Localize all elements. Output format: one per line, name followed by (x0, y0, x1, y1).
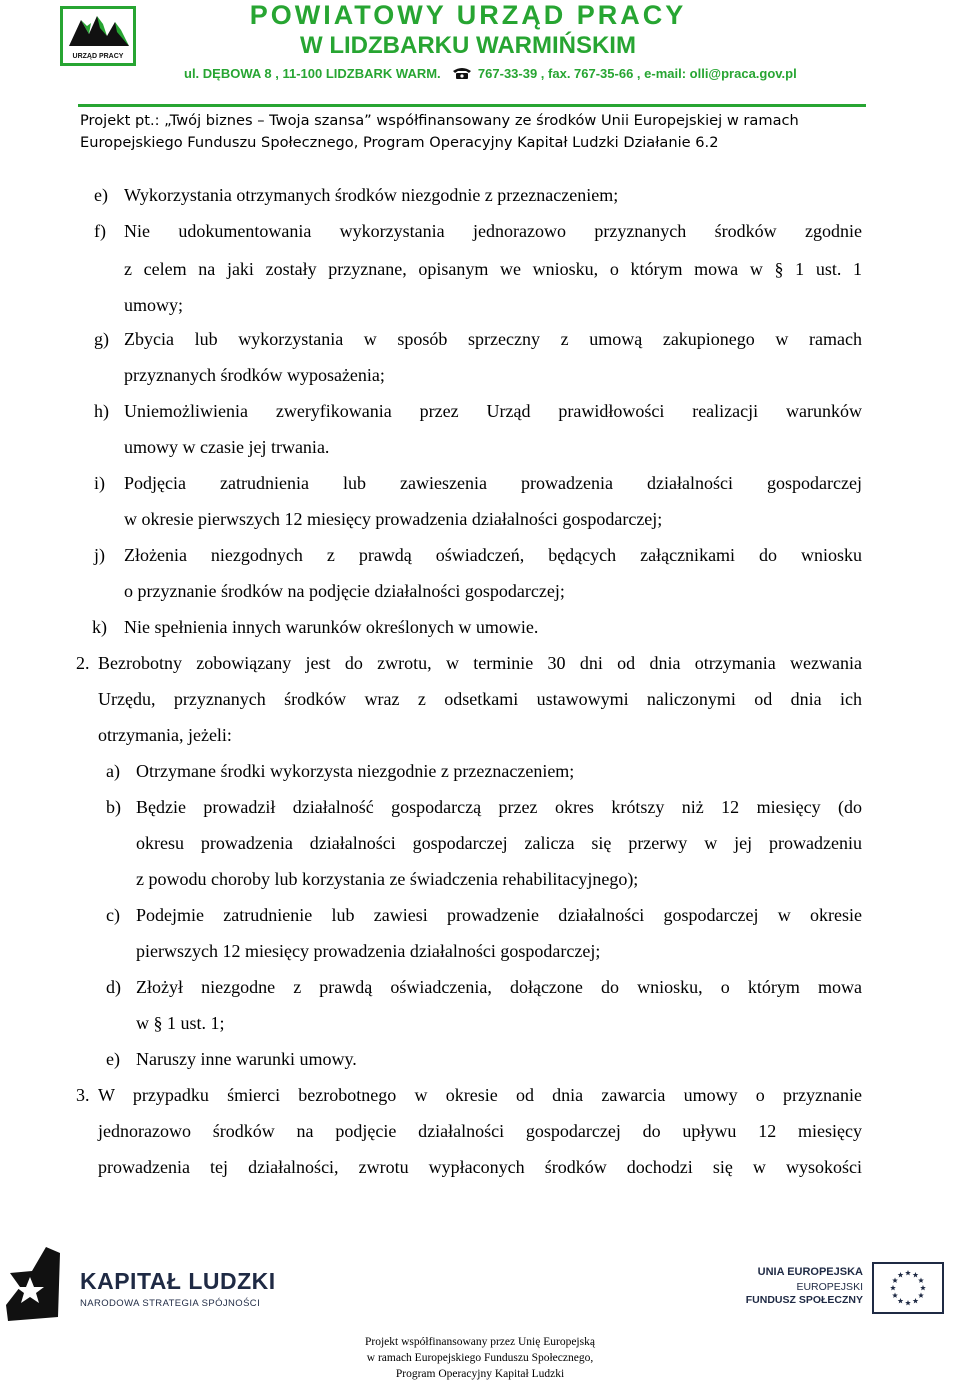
footer-note-line1: Projekt współfinansowany przez Unię Europejską (365, 1336, 595, 1348)
footer-note-line2: w ramach Europejskiego Funduszu Społecznego, (366, 1352, 594, 1364)
item-label: k) (92, 617, 107, 637)
eu-logo-line3: FUNDUSZ SPOŁECZNY (745, 1294, 863, 1306)
item-text: umowy w czasie jej trwania. (124, 437, 330, 457)
item-text: przyznanych środków wyposażenia; (124, 365, 385, 385)
eu-stars-icon (874, 1264, 942, 1312)
eu-flag (872, 1262, 944, 1314)
paragraph-text: Bezrobotny zobowiązany jest do zwrotu, w terminie 30 dni od dnia otrzymania wezwania (98, 653, 862, 673)
project-title-line1: Projekt pt.: „Twój biznes – Twoja szansa” współfinansowany ze środków Unii Europejskiej w ramach (80, 112, 799, 129)
item-text: Złożenia niezgodnych z prawdą oświadczeń, będących załącznikami do wniosku (124, 545, 862, 565)
item-label: c) (106, 905, 120, 925)
eu-star-icon (892, 1293, 898, 1298)
item-text: w okresie pierwszych 12 miesięcy prowadzenia działalności gospodarczej; (124, 509, 663, 529)
item-text: Uniemożliwienia zweryfikowania przez Urząd prawidłowości realizacji warunków (124, 401, 862, 421)
item-text: z powodu choroby lub korzystania ze świadczenia rehabilitacyjnego); (136, 869, 639, 889)
eu-star-icon (913, 1298, 919, 1303)
hands-logo-icon (67, 12, 131, 48)
item-text: Naruszy inne warunki umowy. (136, 1049, 357, 1069)
eu-star-icon (890, 1285, 896, 1290)
item-label: e) (94, 185, 108, 205)
eu-logo-line2: EUROPEJSKI (796, 1281, 863, 1293)
office-title-line1: POWIATOWY URZĄD PRACY (249, 0, 687, 30)
item-label: a) (106, 761, 120, 781)
eu-star-icon (898, 1298, 904, 1303)
kapital-ludzki-subtitle: NARODOWA STRATEGIA SPÓJNOŚCI (80, 1298, 261, 1309)
eu-star-icon (892, 1278, 898, 1283)
item-label: d) (106, 977, 121, 997)
telephone-icon (452, 67, 472, 79)
eu-star-icon (898, 1272, 904, 1277)
item-text: Podejmie zatrudnienie lub zawiesi prowadzenie działalności gospodarczej w okresie (136, 905, 862, 925)
office-phone-fax-email: 767-33-39 , fax. 767-35-66 , e-mail: olli@praca.gov.pl (477, 66, 797, 81)
office-address: ul. DĘBOWA 8 , 11-100 LIDZBARK WARM. (184, 66, 441, 81)
paragraph-text: W przypadku śmierci bezrobotnego w okresie od dnia zawarcia umowy o przyznanie (98, 1085, 862, 1105)
kapital-ludzki-logo-text: KAPITAŁ LUDZKI (80, 1268, 276, 1294)
item-text: Podjęcia zatrudnienia lub zawieszenia prowadzenia działalności gospodarczej (124, 473, 862, 493)
item-label: f) (94, 221, 106, 241)
item-label: j) (94, 545, 105, 565)
eu-star-icon (905, 1270, 911, 1275)
project-title-line2: Europejskiego Funduszu Społecznego, Program Operacyjny Kapitał Ludzki Działanie 6.2 (80, 134, 719, 151)
item-label: e) (106, 1049, 120, 1069)
item-text: Nie spełnienia innych warunków określonych w umowie. (124, 617, 539, 637)
item-text: w § 1 ust. 1; (136, 1013, 225, 1033)
logo-caption: URZĄD PRACY (72, 53, 124, 60)
item-text: Złożył niezgodne z prawdą oświadczenia, dołączone do wniosku, o którym mowa (136, 977, 862, 997)
eu-logo-line1: UNIA EUROPEJSKA (757, 1266, 863, 1278)
item-label: h) (94, 401, 109, 421)
item-text: okresu prowadzenia działalności gospodarczej zalicza się przerwy w jej prowadzeniu (136, 833, 862, 853)
item-text: pierwszych 12 miesięcy prowadzenia działalności gospodarczej; (136, 941, 601, 961)
item-text: Otrzymane środki wykorzysta niezgodnie z przeznaczeniem; (136, 761, 575, 781)
eu-star-icon (918, 1278, 924, 1283)
item-label: i) (94, 473, 105, 493)
paragraph-number: 2. (76, 653, 90, 673)
item-text: Będzie prowadził działalność gospodarczą przez okres krótszy niż 12 miesięcy (do (136, 797, 862, 817)
eu-star-icon (918, 1293, 924, 1298)
paragraph-text: prowadzenia tej działalności, zwrotu wypłaconych środków dochodzi się w wysokości (98, 1157, 862, 1177)
paragraph-text: jednorazowo środków na podjęcie działalności gospodarczej do upływu 12 miesięcy (98, 1121, 862, 1141)
item-text: z celem na jaki zostały przyznane, opisanym we wniosku, o którym mowa w § 1 ust. 1 (124, 259, 862, 279)
eu-star-icon (920, 1285, 926, 1290)
item-text: Zbycia lub wykorzystania w sposób sprzeczny z umową zakupionego w ramach (124, 329, 862, 349)
eu-star-icon (913, 1272, 919, 1277)
office-contact (184, 66, 850, 81)
urzad-pracy-logo (60, 6, 136, 66)
paragraph-text: otrzymania, jeżeli: (98, 725, 232, 745)
paragraph-number: 3. (76, 1085, 90, 1105)
office-title-line2: W LIDZBARKU WARMIŃSKIM (300, 32, 636, 59)
kapital-ludzki-star-icon (6, 1247, 60, 1321)
item-label: g) (94, 329, 109, 349)
item-text: o przyznanie środków na podjęcie działalności gospodarczej; (124, 581, 565, 601)
item-text: Nie udokumentowania wykorzystania jednorazowo przyznanych środków zgodnie (124, 221, 862, 241)
item-text: umowy; (124, 295, 184, 315)
paragraph-text: Urzędu, przyznanych środków wraz z odsetkami ustawowymi naliczonymi od dnia ich (98, 689, 862, 709)
item-text: Wykorzystania otrzymanych środków niezgodnie z przeznaczeniem; (124, 185, 619, 205)
header-divider (78, 104, 866, 107)
item-label: b) (106, 797, 121, 817)
footer-note-line3: Program Operacyjny Kapitał Ludzki (395, 1368, 565, 1380)
eu-star-icon (905, 1300, 911, 1305)
